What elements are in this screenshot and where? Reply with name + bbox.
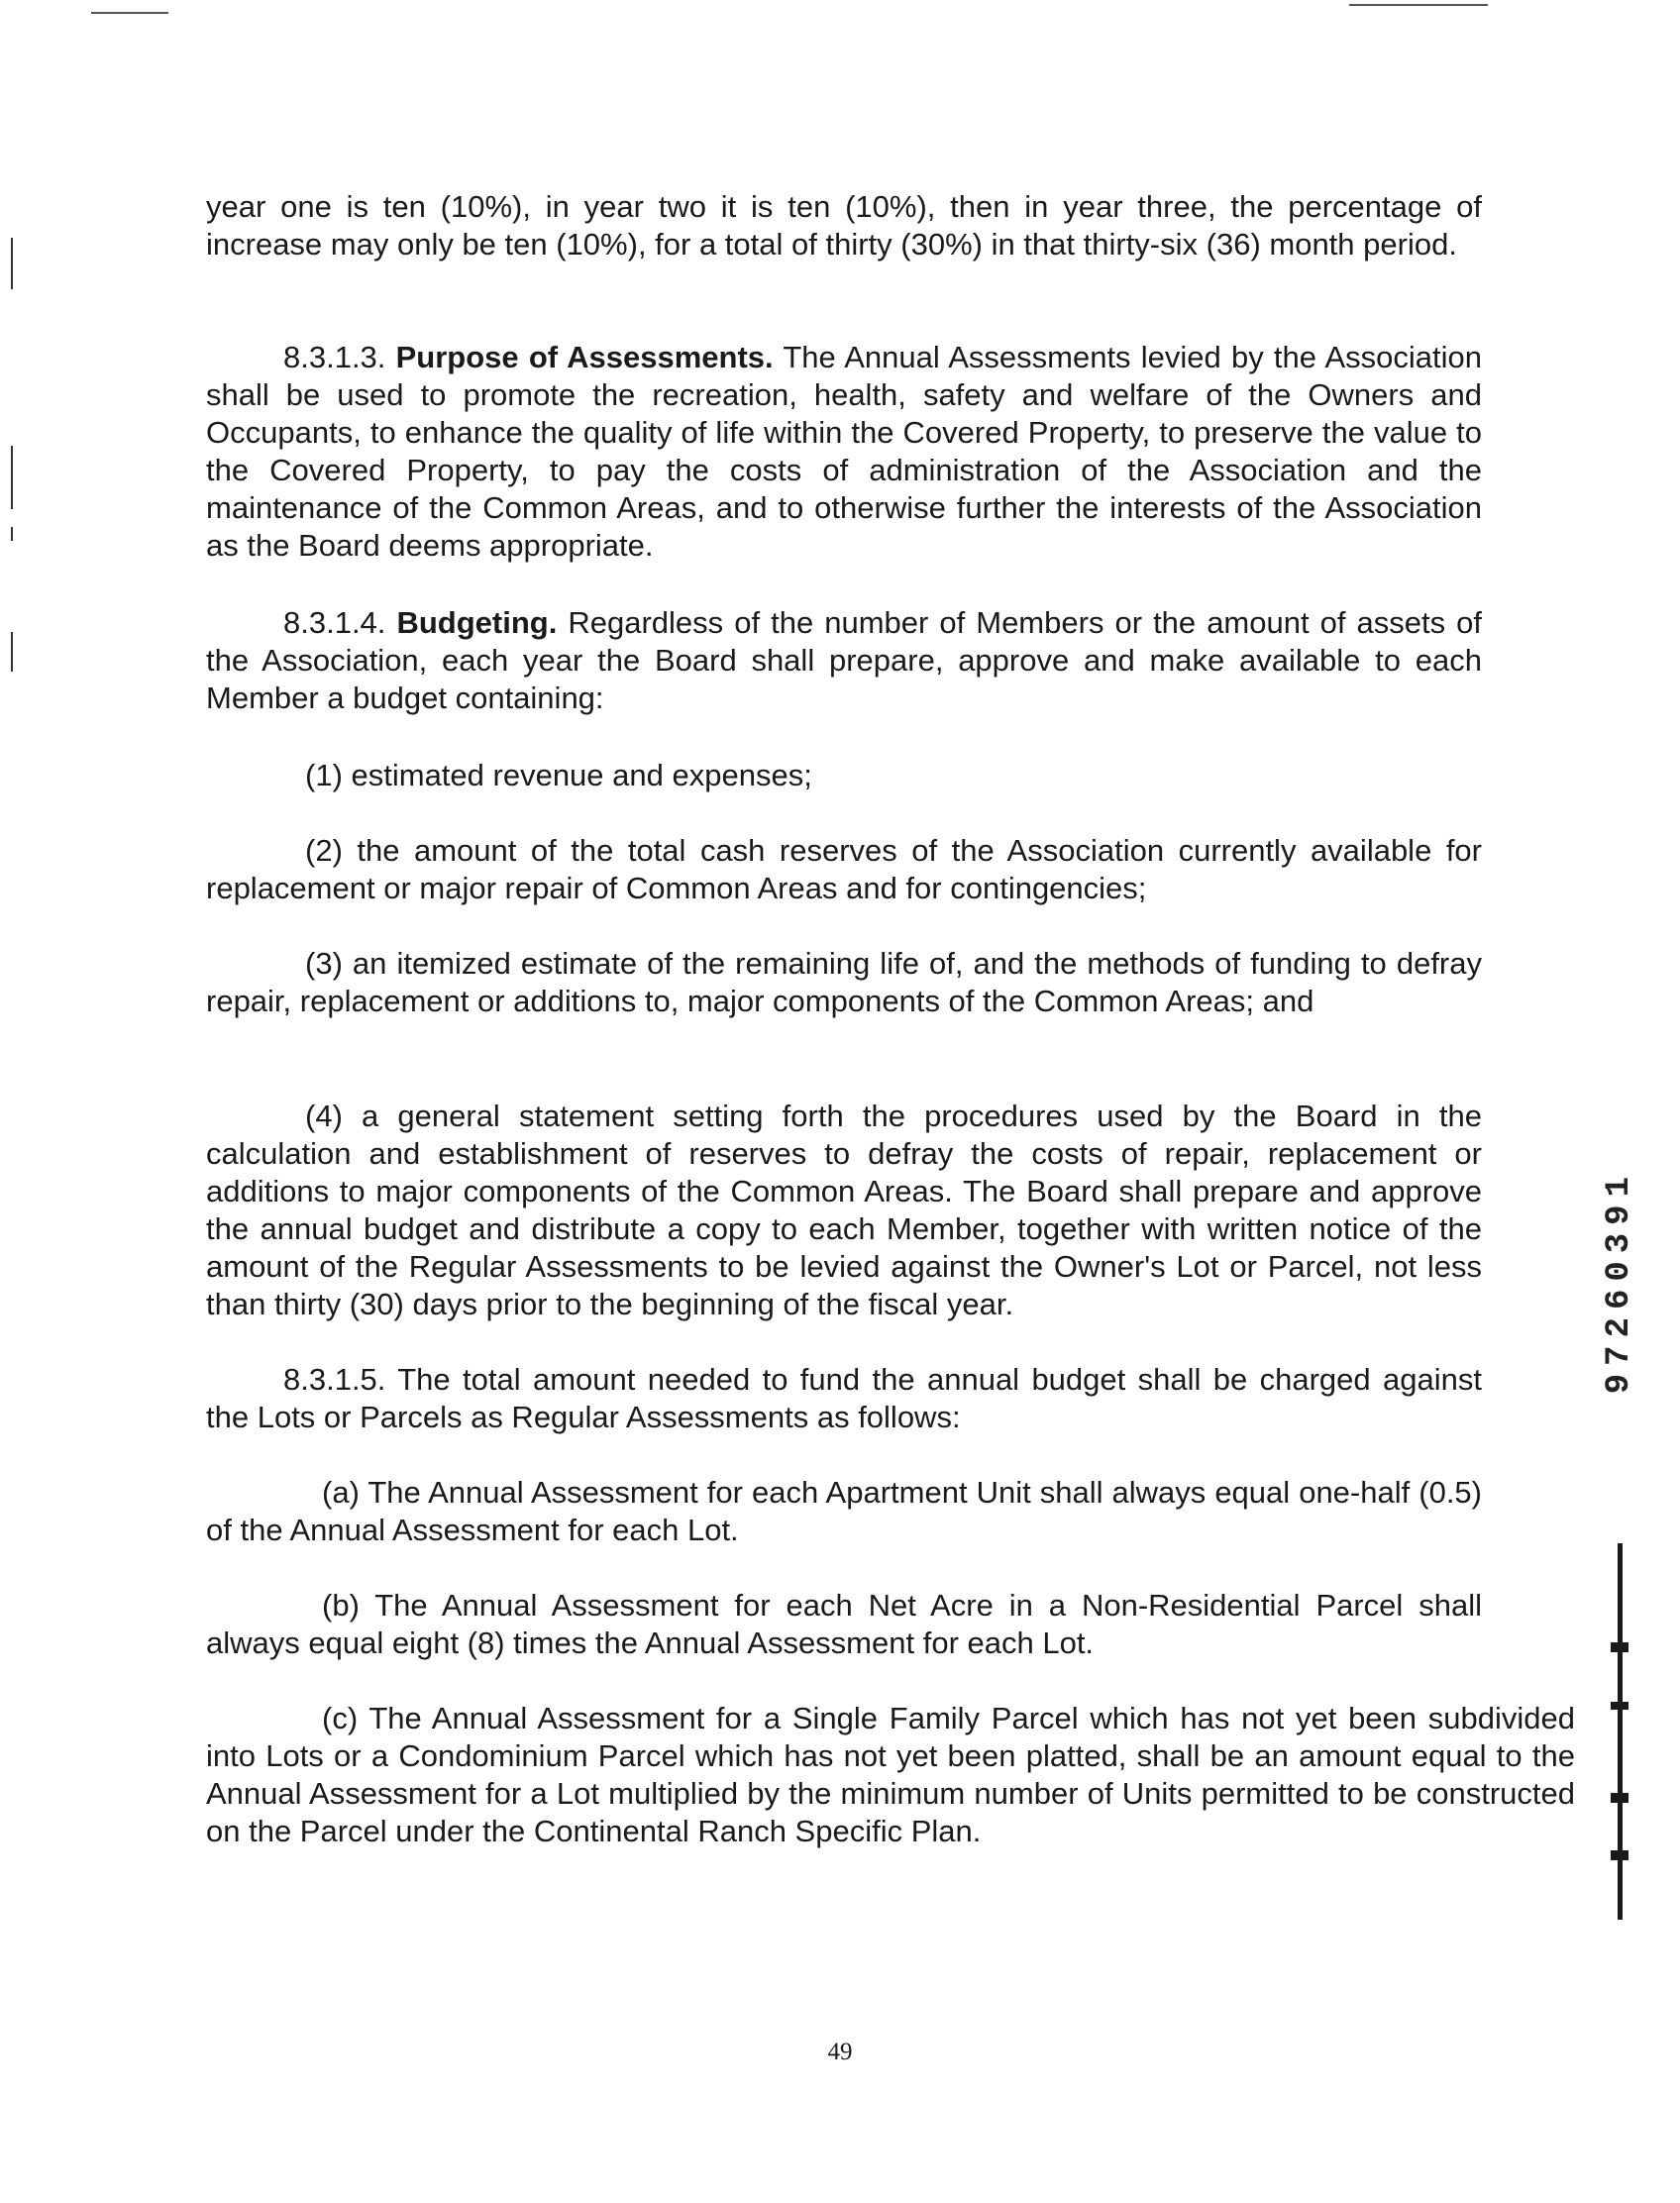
margin-mark (11, 446, 13, 509)
list-item: (a) The Annual Assessment for each Apartment Unit shall always equal one-half (0.5) of the Annual Assessment for each Lot. (206, 1475, 1482, 1547)
page-number: 49 (827, 2039, 853, 2065)
margin-mark (11, 632, 13, 672)
recording-stamp: 97260391 (1601, 1169, 1638, 1395)
list-item: (c) The Annual Assessment for a Single Family Parcel which has not yet been subdivided into Lots or a Condominium Parcel which has not yet been platted, shall be an amount equal to the Annual Assessment for a Lot multiplied by the minimum number of Units permitted to be constructed on the Parcel under the Continental Ranch Specific Plan. (206, 1701, 1575, 1848)
list-item: (1) estimated revenue and expenses; (305, 758, 812, 792)
list-item: (4) a general statement setting forth the procedures used by the Board in the calculation and establishment of reserves to defray the costs of repair, replacement or additions to major components of the Common Areas. The Board shall prepare and approve the annual budget and distribute a copy to each Member, together with written notice of the amount of the Regular Assessments to be levied against the Owner's Lot or Parcel, not less than thirty (30) days prior to the beginning of the fiscal year. (206, 1099, 1482, 1321)
section-8-3-1-5 (206, 1361, 1482, 1436)
section-heading: Purpose of Assessments. (395, 340, 774, 374)
list-item: (2) the amount of the total cash reserves of the Association currently available for replacement or major repair of Common Areas and for contingencies; (206, 833, 1482, 905)
section-text: The Annual Assessments levied by the Association shall be used to promote the recreation, health, safety and welfare of the Owners and Occupants, to enhance the quality of life within the Covered Property, to preserve the value to the Covered Property, to pay the costs of administration of the Association and the maintenance of the Common Areas, and to otherwise further the interests of the Association as the Board deems appropriate. (206, 340, 1482, 563)
budget-item-4 (206, 1098, 1482, 1323)
section-8-3-1-3 (206, 339, 1482, 565)
section-8-3-1-4 (206, 604, 1482, 717)
section-heading: Budgeting. (396, 605, 558, 640)
budget-item-2 (206, 832, 1482, 907)
scan-artifact-line (1349, 4, 1488, 6)
section-text: The total amount needed to fund the annual budget shall be charged against the Lots or Parcels as Regular Assessments as follows: (206, 1362, 1482, 1434)
continuation-text: year one is ten (10%), in year two it is ten (10%), then in year three, the percentage of increase may only be ten (10%), for a total of thirty (30%) in that thirty-six (36) month period. (206, 189, 1482, 262)
continuation-paragraph (206, 188, 1482, 263)
assessment-item-a (206, 1474, 1482, 1549)
section-number: 8.3.1.4. (283, 605, 386, 640)
scan-artifact-line (91, 12, 168, 14)
assessment-item-b (206, 1587, 1482, 1662)
assessment-item-c (206, 1700, 1575, 1850)
margin-mark (11, 527, 13, 541)
section-number: 8.3.1.3. (283, 340, 386, 374)
barcode-mark (1607, 1543, 1632, 1920)
section-number: 8.3.1.5. (283, 1362, 386, 1397)
budget-item-1 (206, 757, 1482, 794)
margin-mark (11, 238, 13, 289)
budget-item-3 (206, 945, 1482, 1020)
list-item: (3) an itemized estimate of the remaining life of, and the methods of funding to defray repair, replacement or additions to, major components of the Common Areas; and (206, 946, 1482, 1018)
section-text: Regardless of the number of Members or the amount of assets of the Association, each year the Board shall prepare, approve and make available to each Member a budget containing: (206, 605, 1482, 715)
list-item: (b) The Annual Assessment for each Net Acre in a Non-Residential Parcel shall always equal eight (8) times the Annual Assessment for each Lot. (206, 1588, 1482, 1660)
